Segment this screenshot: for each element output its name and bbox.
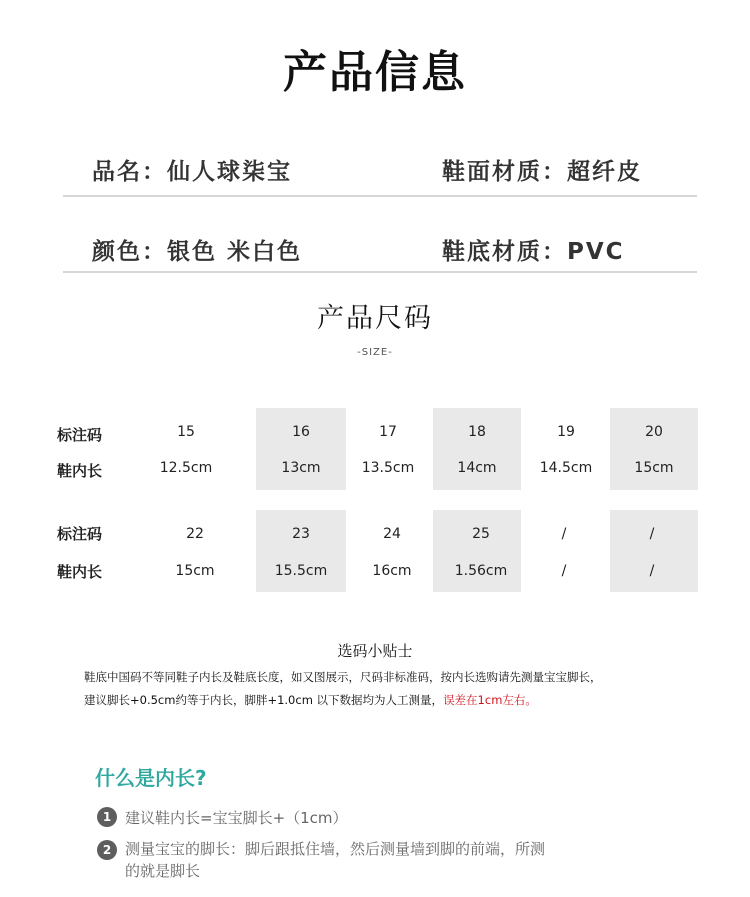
step-text: 测量宝宝的脚长：脚后跟抵住墙，然后测量墙到脚的前端，所测 (125, 840, 546, 858)
size-cell: 23 (292, 526, 310, 542)
shaded-column (433, 510, 521, 592)
sole-material: 鞋底材质：PVC (442, 239, 625, 265)
step-number-badge: 2 (97, 840, 117, 860)
size-cell: 16 (292, 424, 310, 440)
size-cell: 20 (645, 424, 663, 440)
size-cell: / (649, 526, 655, 542)
size-cell: 17 (379, 424, 397, 440)
size-cell: 24 (383, 526, 401, 542)
row-label-size: 标注码 (57, 426, 103, 444)
length-cell: 14.5cm (539, 460, 593, 476)
shaded-column (610, 408, 698, 490)
length-cell: 1.56cm (454, 563, 508, 579)
size-cell: 25 (472, 526, 490, 542)
size-cell: 18 (468, 424, 486, 440)
upper-material: 鞋面材质：超纤皮 (442, 159, 642, 185)
shaded-column (433, 408, 521, 490)
step-number-badge: 1 (97, 807, 117, 827)
length-cell: / (649, 563, 655, 579)
row-label-length: 鞋内长 (57, 563, 103, 581)
length-cell: 16cm (372, 563, 412, 579)
info-divider-1 (63, 195, 697, 197)
length-cell: 14cm (457, 460, 497, 476)
length-cell: 15cm (634, 460, 674, 476)
step-text: 建议鞋内长=宝宝脚长+（1cm） (125, 809, 348, 827)
step-text-continued: 的就是脚长 (125, 862, 201, 880)
length-cell: 13cm (281, 460, 321, 476)
length-cell: 15cm (175, 563, 215, 579)
size-cell: 19 (557, 424, 575, 440)
length-cell: 15.5cm (274, 563, 328, 579)
tips-line-2-text: 建议脚长+0.5cm约等于内长，脚胖+1.0cm 以下数据均为人工测量， (84, 693, 444, 707)
info-divider-2 (63, 271, 697, 273)
size-section-title: 产品尺码 (317, 303, 433, 334)
size-cell: 22 (186, 526, 204, 542)
row-label-length: 鞋内长 (57, 462, 103, 480)
length-cell: 12.5cm (159, 460, 213, 476)
product-color: 颜色：银色 米白色 (92, 239, 303, 265)
length-cell: / (561, 563, 567, 579)
tips-line-2-warning: 误差在1cm左右。 (443, 693, 537, 707)
length-cell: 13.5cm (361, 460, 415, 476)
tips-line-1: 鞋底中国码不等同鞋子内长及鞋底长度，如又图展示，尺码非标准码，按内长选购请先测量宝宝脚长， (84, 670, 602, 684)
size-section-subtitle: -SIZE- (357, 347, 393, 358)
product-name: 品名：仙人球柒宝 (92, 159, 292, 185)
inner-length-title: 什么是内长? (95, 766, 207, 790)
row-label-size: 标注码 (57, 525, 103, 543)
shaded-column (256, 510, 346, 592)
shaded-column (256, 408, 346, 490)
tips-line-2 (84, 692, 537, 708)
shaded-column (610, 510, 698, 592)
tips-title: 选码小贴士 (337, 642, 413, 660)
size-cell: 15 (177, 424, 195, 440)
size-cell: / (561, 526, 567, 542)
page-title: 产品信息 (283, 47, 467, 98)
